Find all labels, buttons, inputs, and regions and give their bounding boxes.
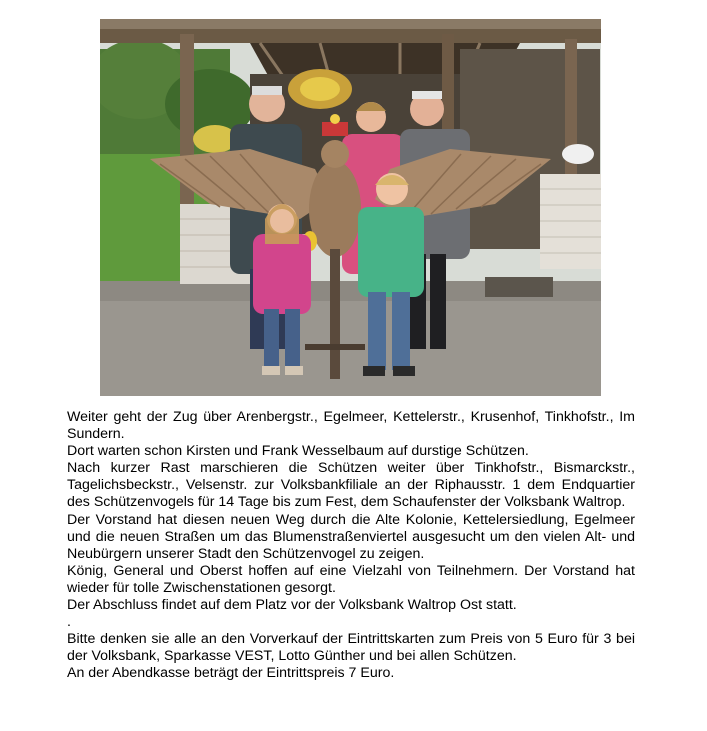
paragraph-presale: Bitte denken sie alle an den Vorverkauf der Eintrittskarten zum Preis von 5 Euro für 3 bei der Volksbank, Sparkasse VEST, Lotto Günther und bei allen Schützen.: [67, 631, 635, 665]
paragraph-hopes: König, General und Oberst hoffen auf eine Vielzahl von Teilnehmern. Der Vorstand hat wieder für tolle Zwischenstationen gesorgt.: [67, 562, 635, 596]
paragraph-route: Weiter geht der Zug über Arenbergstr., Egelmeer, Kettelerstr., Krusenhof, Tinkhofstr., Im Sundern.: [67, 409, 635, 443]
paragraph-board: Der Vorstand hat diesen neuen Weg durch die Alte Kolonie, Kettelersiedlung, Egelmeer und die neuen Straßen um das Blumenstraßenviertel ausgesucht um den vielen Alt- und Neubürgern unserer Stadt den Schützenvogel zu zeigen.: [67, 511, 635, 562]
paragraph-stop: Dort warten schon Kirsten und Frank Wesselbaum auf durstige Schützen.: [67, 443, 529, 460]
paragraph-finale: Der Abschluss findet auf dem Platz vor der Volksbank Waltrop Ost statt.: [67, 597, 517, 614]
paragraph-march: Nach kurzer Rast marschieren die Schützen weiter über Tinkhofstr., Bismarckstr., Tagelichsbeckstr., Velsenstr. zur Volksbankfiliale an der Riphausstr. 1 dem Endquartier des Schützenvogels für 14 Tage bis zum Fest, dem Schaufenster der Volksbank Waltrop.: [67, 460, 635, 511]
article-text: [67, 409, 635, 683]
group-photo: [100, 19, 601, 396]
paragraph-dot: .: [67, 614, 71, 631]
paragraph-box-office: An der Abendkasse beträgt der Eintrittspreis 7 Euro.: [67, 665, 395, 682]
